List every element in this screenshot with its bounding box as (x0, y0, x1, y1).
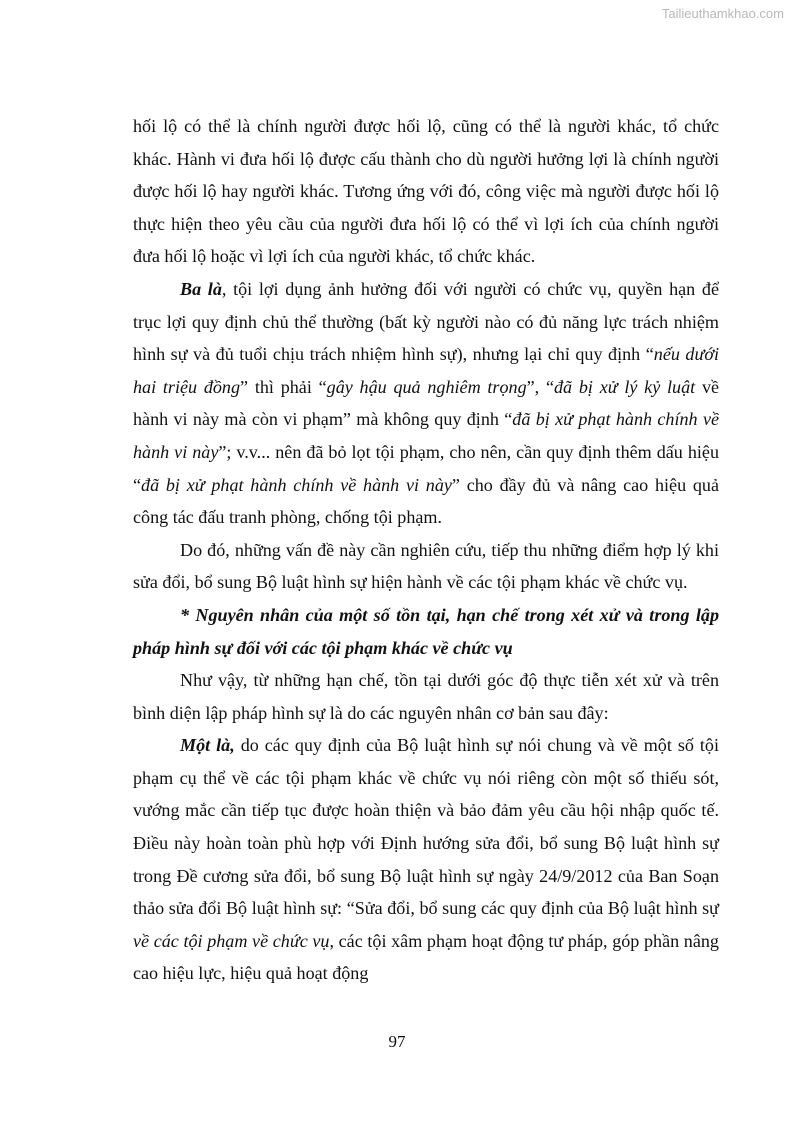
p2-italic: đã bị xử phạt hành chính về hành vi này (133, 409, 720, 462)
p5-italic: về các tội phạm về chức vụ (133, 930, 330, 951)
watermark: Tailieuthamkhao.com (661, 6, 784, 21)
p5-text: , các tội xâm phạm hoạt động tư pháp, góp phần nâng cao hiệu lực, hiệu quả hoạt động (133, 930, 719, 984)
p2-italic: gây hậu quả nghiêm trọng (326, 376, 527, 397)
p5-lead: Một là, (180, 735, 235, 756)
p2-text: , tội lợi dụng ảnh hưởng đối với người có chức vụ, quyền hạn để trục lợi quy định chủ thể thường (bất kỳ người nào có đủ năng lực trách nhiệm hình sự và đủ tuổi chịu trách nhiệm hình sự), nhưng lại chỉ quy định “ (133, 278, 719, 365)
p2-lead: Ba là (180, 278, 222, 299)
p2-italic: đã bị xử lý kỷ luật (553, 376, 696, 397)
section-heading (133, 599, 719, 664)
p2-italic: đã bị xử phạt hành chính về hành vi này (141, 474, 452, 495)
heading-text: * Nguyên nhân của một số tồn tại, hạn chế trong xét xử và trong lập pháp hình sự đối với các tội phạm khác về chức vụ (133, 604, 719, 658)
page-number: 97 (388, 1032, 406, 1051)
p2-text: về hành vi này mà còn vi phạm” mà không quy định “ (133, 376, 720, 430)
p2-text: ”, “ (526, 376, 554, 397)
paragraph-4 (133, 664, 719, 729)
p1-text: hối lộ có thể là chính người được hối lộ, cũng có thể là người khác, tổ chức khác. Hành vi đưa hối lộ được cấu thành cho dù người hưởng lợi là chính người được hối lộ hay người khác. Tương ứng với đó, công việc mà người được hối lộ thực hiện theo yêu cầu của người đưa hối lộ có thể vì lợi ích của chính người đưa hối lộ hoặc vì lợi ích của người khác, tổ chức khác. (133, 116, 719, 267)
paragraph-5 (133, 729, 719, 990)
p3-text: Do đó, những vấn đề này cần nghiên cứu, tiếp thu những điểm hợp lý khi sửa đổi, bổ sung Bộ luật hình sự hiện hành về các tội phạm khác về chức vụ. (133, 539, 719, 593)
paragraph-3 (133, 534, 719, 599)
p2-text: ”; v.v... nên đã bỏ lọt tội phạm, cho nên, cần quy định thêm dấu hiệu “ (133, 441, 719, 495)
paragraph-2 (133, 273, 719, 534)
paragraph-1 (133, 110, 719, 273)
body-text (133, 110, 719, 990)
p2-italic: nếu dưới hai triệu đồng (133, 344, 720, 397)
p5-text: do các quy định của Bộ luật hình sự nói chung và về một số tội phạm cụ thể về các tội phạm khác về chức vụ nói riêng còn một số thiếu sót, vướng mắc cần tiếp tục được hoàn thiện và bảo đảm yêu cầu hội nhập quốc tế. Điều này hoàn toàn phù hợp với Định hướng sửa đổi, bổ sung Bộ luật hình sự trong Đề cương sửa đổi, bổ sung Bộ luật hình sự ngày 24/9/2012 của Ban Soạn thảo sửa đổi Bộ luật hình sự: “Sửa đổi, bổ sung các quy định của Bộ luật hình sự (133, 735, 719, 919)
p4-text: Như vậy, từ những hạn chế, tồn tại dưới góc độ thực tiễn xét xử và trên bình diện lập pháp hình sự là do các nguyên nhân cơ bản sau đây: (133, 670, 719, 723)
p2-text: ” thì phải “ (240, 376, 327, 397)
p2-text: ” cho đầy đủ và nâng cao hiệu quả công tác đấu tranh phòng, chống tội phạm. (133, 474, 719, 528)
